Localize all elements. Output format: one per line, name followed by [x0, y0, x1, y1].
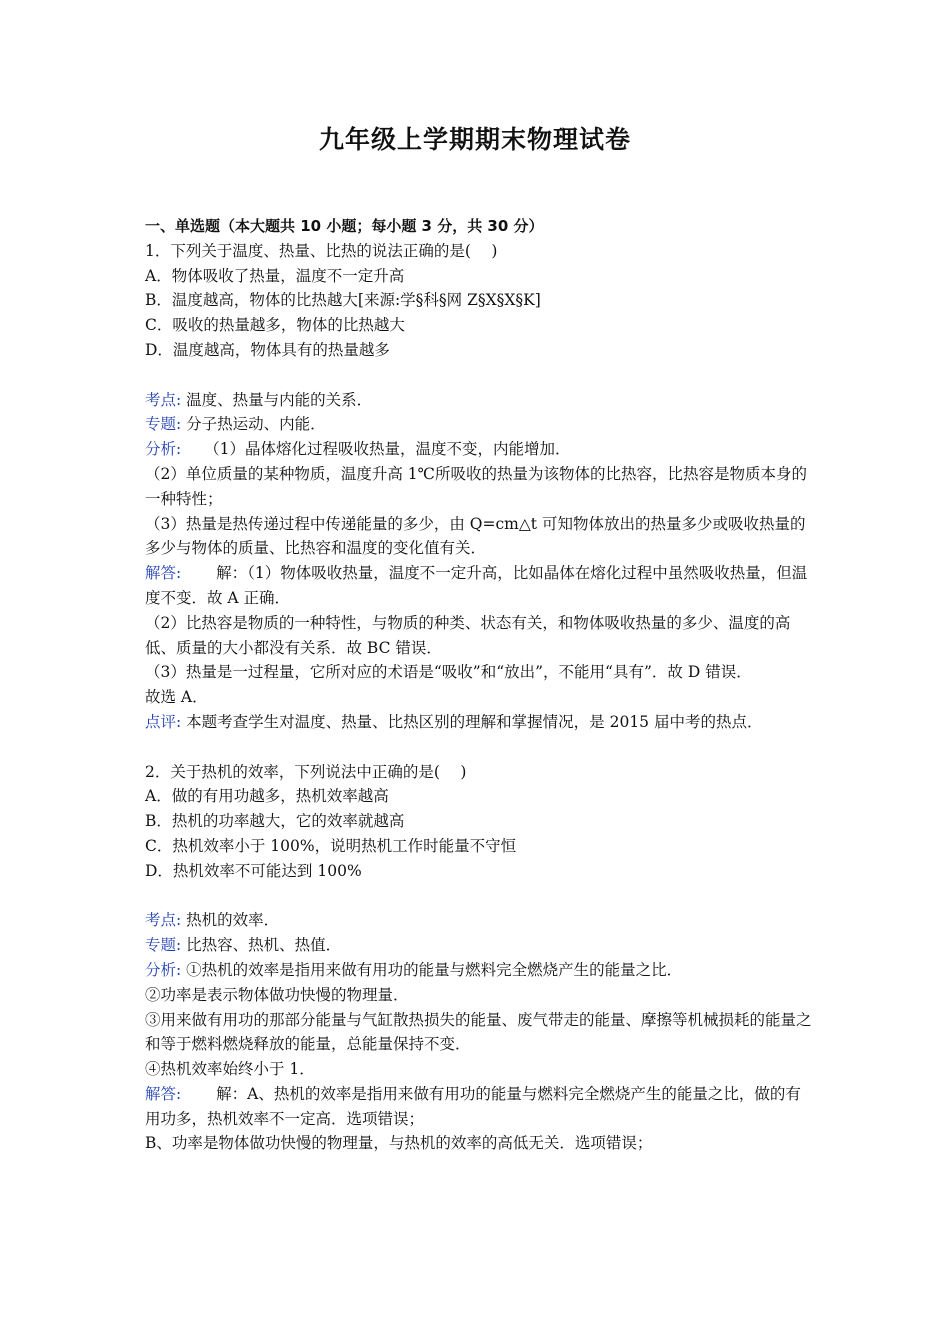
fenxi-text: （1）晶体熔化过程吸收热量，温度不变，内能增加．: [204, 440, 571, 459]
spacer: [145, 884, 815, 909]
kaodian-label: 考点:: [145, 911, 182, 930]
jieda-row: [145, 561, 815, 611]
kaodian-row: [145, 908, 815, 933]
dianping-label: 点评:: [145, 712, 182, 731]
jieda-paragraph: （2）比热容是物质的一种特性，与物质的种类、状态有关，和物体吸收热量的多少、温度的高低、质量的大小都没有关系．故 BC 错误．: [145, 613, 791, 657]
zhuanti-text: 分子热运动、内能．: [186, 415, 326, 434]
fenxi-row: [145, 437, 815, 462]
section-heading: 一、单选题（本大题共 10 小题；每小题 3 分，共 30 分）: [145, 217, 544, 235]
jieda-text: 解：A、热机的效率是指用来做有用功的能量与燃料完全燃烧产生的能量之比，做的有用功多，热机效率不一定高．选项错误；: [145, 1084, 801, 1128]
zhuanti-label: 专题:: [145, 415, 182, 434]
jieda-row: [145, 1082, 815, 1132]
option-c: C．热机效率小于 100%，说明热机工作时能量不守恒: [145, 836, 517, 855]
kaodian-row: [145, 388, 815, 413]
zhuanti-row: [145, 412, 815, 437]
option-d: D．温度越高，物体具有的热量越多: [145, 340, 390, 359]
fenxi-paragraph: ④热机效率始终小于 1．: [145, 1060, 315, 1079]
jieda-label: 解答:: [145, 564, 182, 583]
fenxi-label: 分析:: [145, 440, 182, 459]
jieda-paragraph: （3）热量是一过程量，它所对应的术语是“吸收”和“放出”，不能用“具有”．故 D 错误．: [145, 663, 752, 682]
zhuanti-row: [145, 933, 815, 958]
kaodian-label: 考点:: [145, 390, 182, 409]
fenxi-row: [145, 958, 815, 983]
fenxi-label: 分析:: [145, 960, 182, 979]
fenxi-paragraph: ②功率是表示物体做功快慢的物理量．: [145, 985, 409, 1004]
dianping-row: [145, 710, 815, 735]
fenxi-paragraph: ③用来做有用功的那部分能量与气缸散热损失的能量、废气带走的能量、摩擦等机械损耗的能量之和等于燃料燃烧释放的能量，总能量保持不变．: [145, 1010, 812, 1054]
question-stem: 2．关于热机的效率，下列说法中正确的是( ): [145, 762, 467, 781]
question-stem: 1．下列关于温度、热量、比热的说法正确的是( ): [145, 241, 498, 260]
kaodian-text: 温度、热量与内能的关系．: [186, 390, 373, 409]
option-b: B．温度越高，物体的比热越大[来源:学§科§网 Z§X§X§K]: [145, 291, 541, 310]
spacer: [145, 735, 815, 760]
option-b: B．热机的功率越大，它的效率就越高: [145, 812, 405, 831]
question-2: [145, 760, 815, 1157]
zhuanti-label: 专题:: [145, 936, 182, 955]
fenxi-paragraph: （2）单位质量的某种物质，温度升高 1℃所吸收的热量为该物体的比热容，比热容是物质本身的一种特性；: [145, 464, 807, 508]
fenxi-paragraph: （3）热量是热传递过程中传递能量的多少，由 Q=cm△t 可知物体放出的热量多少或吸收热量的多少与物体的质量、比热容和温度的变化值有关．: [145, 514, 806, 558]
jieda-paragraph: 故选 A．: [145, 688, 208, 707]
option-d: D．热机效率不可能达到 100%: [145, 861, 362, 880]
jieda-label: 解答:: [145, 1084, 182, 1103]
zhuanti-text: 比热容、热机、热值．: [186, 936, 342, 955]
kaodian-text: 热机的效率．: [186, 911, 280, 930]
option-c: C．吸收的热量越多，物体的比热越大: [145, 316, 405, 335]
jieda-paragraph: B、功率是物体做功快慢的物理量，与热机的效率的高低无关．选项错误；: [145, 1134, 653, 1153]
dianping-text: 本题考查学生对温度、热量、比热区别的理解和掌握情况，是 2015 届中考的热点．: [186, 712, 763, 731]
jieda-text: 解：（1）物体吸收热量，温度不一定升高，比如晶体在熔化过程中虽然吸收热量，但温度不变．故 A 正确．: [145, 564, 808, 607]
option-a: A．做的有用功越多，热机效率越高: [145, 787, 389, 806]
fenxi-text: ①热机的效率是指用来做有用功的能量与燃料完全燃烧产生的能量之比．: [186, 960, 683, 979]
question-1: [145, 239, 815, 735]
document-body: [145, 214, 815, 1156]
page-title: 九年级上学期期末物理试卷: [318, 125, 631, 154]
spacer: [145, 363, 815, 388]
option-a: A．物体吸收了热量，温度不一定升高: [145, 266, 405, 285]
